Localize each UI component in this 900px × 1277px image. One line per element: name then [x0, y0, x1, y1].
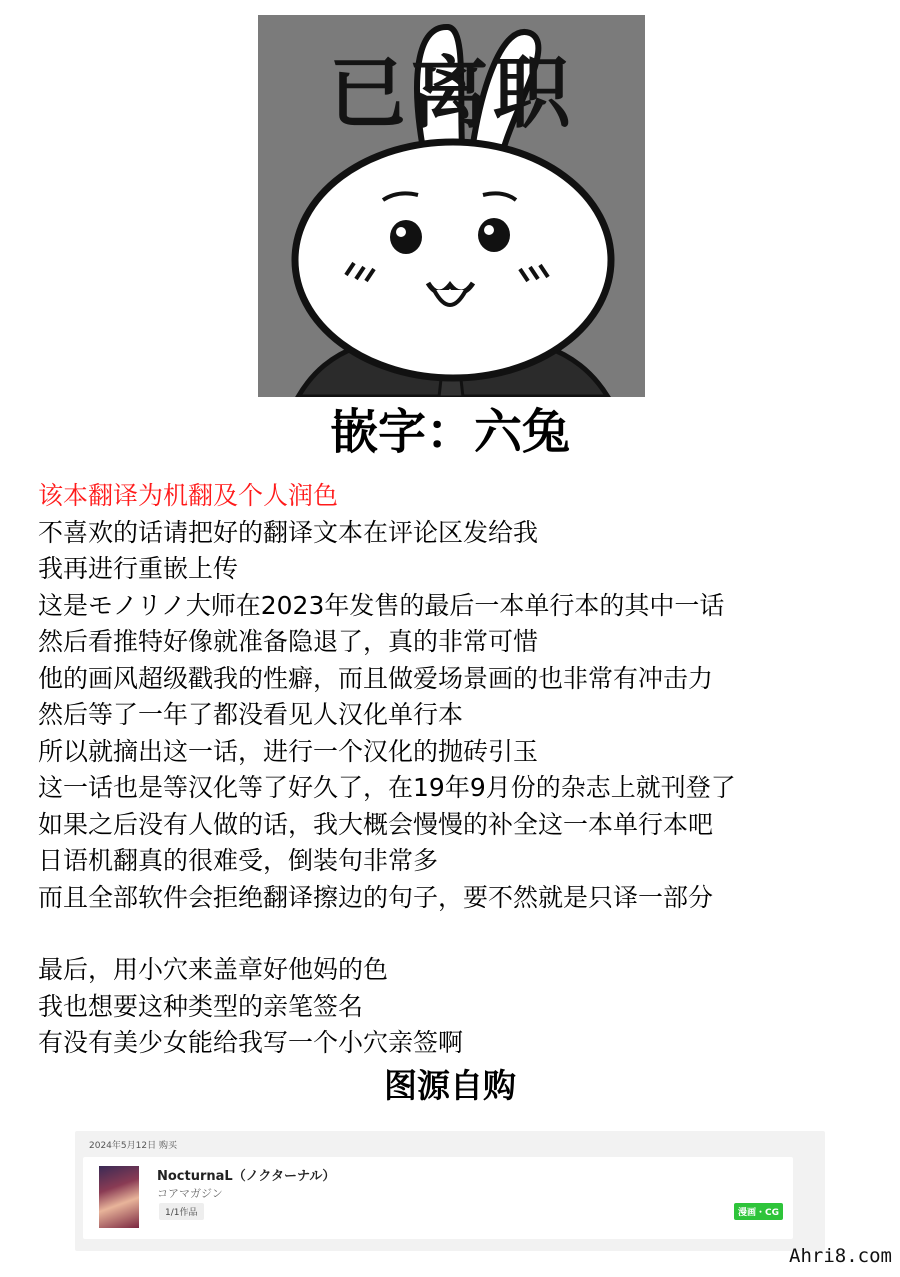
purchase-date: 2024年5月12日 购买 [89, 1141, 177, 1151]
note-line: 而且全部软件会拒绝翻译擦边的句子，要不然就是只译一部分 [38, 882, 714, 912]
machine-translation-notice: 该本翻译为机翻及个人润色 [38, 481, 339, 510]
note-line: 所以就摘出这一话，进行一个汉化的抛砖引玉 [38, 736, 539, 766]
closing-line: 有没有美少女能给我写一个小穴亲签啊 [38, 1028, 464, 1057]
book-title[interactable]: NocturnaL（ノクターナル） [157, 1169, 336, 1184]
note-line: 日语机翻真的很难受，倒装句非常多 [38, 846, 439, 875]
closing-line: 最后，用小穴来盖章好他妈的色 [38, 955, 389, 984]
site-watermark: Ahri8.com [789, 1245, 892, 1267]
category-tag: 漫画・CG [734, 1203, 783, 1220]
source-label: 图源自购 [384, 1066, 516, 1105]
note-line: 如果之后没有人做的话，我大概会慢慢的补全这一本单行本吧 [38, 809, 714, 839]
note-line: 我再进行重嵌上传 [38, 554, 239, 583]
rabbit-illustration [258, 15, 645, 397]
stamp-text: 已离职 [328, 49, 575, 139]
book-cover-thumbnail[interactable] [99, 1166, 139, 1228]
closing-line: 我也想要这种类型的亲笔签名 [38, 991, 364, 1021]
work-count-badge: 1/1作品 [159, 1203, 204, 1220]
purchase-item[interactable] [83, 1157, 793, 1239]
note-line: 然后看推特好像就准备隐退了，真的非常可惜 [38, 627, 539, 656]
purchase-record-card [75, 1131, 825, 1251]
note-line: 不喜欢的话请把好的翻译文本在评论区发给我 [38, 517, 539, 547]
typesetter-credit: 嵌字：六兔 [329, 404, 570, 460]
note-line: 这是モノリノ大师在2023年发售的最后一本单行本的其中一话 [38, 590, 725, 620]
translator-notes [38, 478, 878, 1062]
paragraph-gap [38, 916, 878, 952]
note-line: 然后等了一年了都没看见人汉化单行本 [38, 700, 464, 729]
note-line: 他的画风超级戳我的性癖，而且做爱场景画的也非常有冲击力 [38, 663, 714, 693]
publisher-name: コアマガジン [157, 1187, 223, 1200]
note-line: 这一话也是等汉化等了好久了，在19年9月份的杂志上就刊登了 [38, 773, 736, 802]
